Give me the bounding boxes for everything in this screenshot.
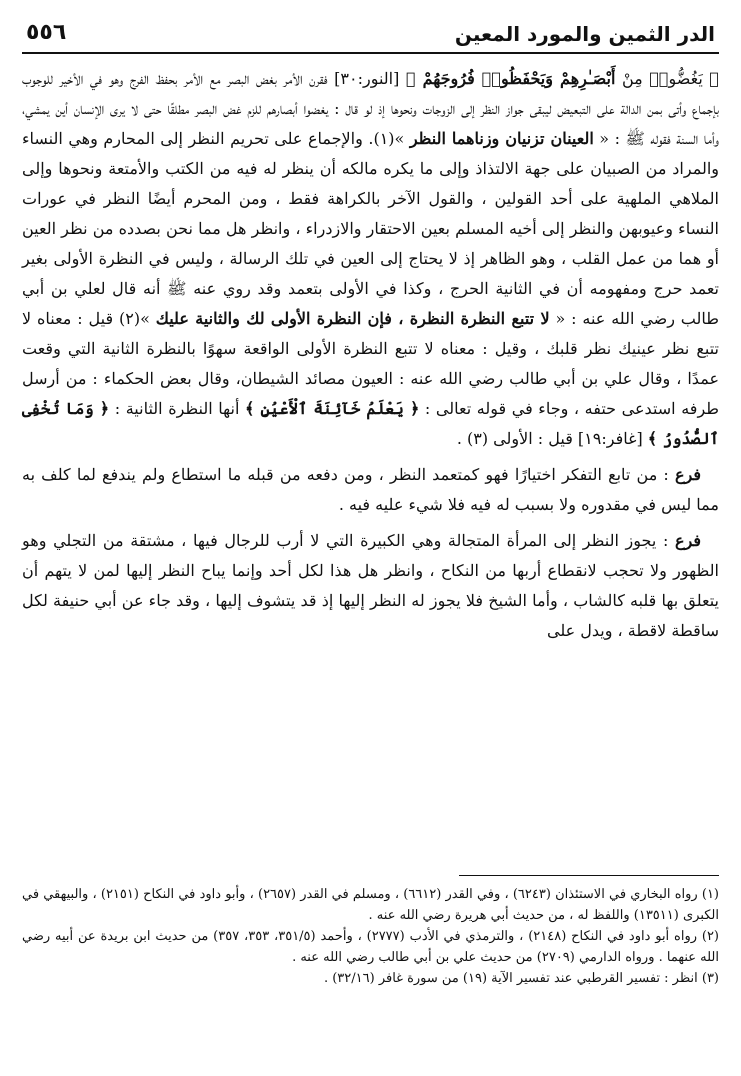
page-header <box>22 22 719 54</box>
body-text <box>22 64 719 646</box>
text-run: أنها النظرة الثانية : <box>109 399 246 418</box>
text-run: »(٢) قيل : معناه لا تتبع نظر عينيك نظر قلبك ، وقيل : معناه لا تتبع النظرة الأولى الواقعة سهوًا بالنظرة الثانية التي وقعت عمدًا ، وقال علي بن أبي طالب رضي الله عنه : العيون مصائد الشيطان، وقال بعض الحكماء : من أرسل طرفه استدعى حتفه ، وجاء في قوله تعالى : <box>22 309 720 418</box>
paragraph-far-1 <box>22 460 719 520</box>
paragraph-main <box>22 64 719 454</box>
text-run: »(١). والإجماع على تحريم النظر إلى المحارم وهي النساء والمراد من الصبيان على جهة الالتذاذ وإلى ما يكره مالكه أن ينظر له فيه من الكتب والأمتعة ونحوها وإلى الملاهي الملهية على أحد القولين ، والقول الآخر بالكراهة فقط ، ومن المحرم أيضًا النظر في عورات النساء وعيوبهن والنظر إلى أخيه المسلم بعين الاحتقار والازدراء ، وانظر هل مما نحن بصدده من نظر العين أو هما من عمل القلب ، وهو الظاهر إذ لا يحتاج إلى العين في تلك الرسالة ، وليس في النظرة الأولى بغير تعمد حرج ومفهومه أن في الثانية الحرج ، وكذا في الأولى بتعمد وقد روي عنه ﷺ أنه قال لعلي بن أبي طالب رضي الله عنه : « <box>22 129 720 328</box>
footnotes <box>22 884 719 989</box>
running-title: الدر الثمين والمورد المعين <box>454 22 715 46</box>
text-run: ﴿ يَغُضُّوا۟ مِنْ <box>615 69 720 88</box>
footnote-1: (١) رواه البخاري في الاستئذان (٦٢٤٣) ، وفي القدر (٦٦١٢) ، ومسلم في القدر (٢٦٥٧) ، وأبو داود في النكاح (٢١٥١) ، والبيهقي في الكبرى (١٣٥١١) واللفظ له ، من حديث أبي هريرة رضي الله عنه . <box>22 887 719 923</box>
bold-text: فرع <box>674 465 701 484</box>
bold-text: فرع <box>674 531 701 550</box>
footnote-divider <box>459 875 719 876</box>
bold-text: لا تتبع النظرة النظرة ، فإن النظرة الأولى لك والثانية عليك <box>155 309 550 328</box>
footnote-3: (٣) انظر : تفسير القرطبي عند تفسير الآية (١٩) من سورة غافر (٣٢/١٦) . <box>323 971 719 986</box>
text-run: : من تابع التفكر اختيارًا فهو كمتعمد النظر ، ومن دفعه من قبله ما استطاع ولم يندفع لما كلف به مما ليس في مقدوره ولا بسبب له فيه فلا شيء عليه فيه . <box>22 465 719 514</box>
paragraph-far-2 <box>22 526 719 646</box>
quran-verse: أَبْصَـٰرِهِمْ وَيَحْفَظُوا۟ فُرُوجَهُمْ ﴾ <box>405 69 616 88</box>
text-run: [غافر:١٩] قيل : الأولى (٣) . <box>456 429 648 448</box>
text-run: : يجوز النظر إلى المرأة المتجالة وهي الكبيرة التي لا أرب للرجال فيها ، مشتقة من التجلي وهو الظهور ولا تحجب لانقطاع أربها من النكاح ، وانظر هل هذا لكل أحد وإنما يباح النظر إليها لمن لا يتهم أن يتعلق بها قلبه كالشاب ، وأما الشيخ فلا يجوز له النظر إليها إذ قد يتشوف إليها ، وقد جاء عن أبي حنيفة لكل ساقطة لاقطة ، ويدل على <box>22 531 719 640</box>
bold-text: العينان تزنيان وزناهما النظر <box>409 129 594 148</box>
page-number: ٥٥٦ <box>26 20 67 45</box>
text-run: [النور:٣٠] فقرن الأمر بغض البصر مع الأمر بحفظ الفرج وهو في الأخير للوجوب بإجماع وأتى بمن الدالة على التبعيض ليبقى جواز النظر إلى الزوجات ونحوها إذ لو قال : يغضوا أبصارهم للزم غض البصر مطلقًا حتى لا يرى الإنسان أين يمشي، وأما السنة فقوله ﷺ : « <box>22 69 719 148</box>
quran-verse: ﴿ يَعْلَمُ خَآئِنَةَ ٱلْأَعْيُنِ ﴾ <box>245 399 420 418</box>
footnote-2: (٢) رواه أبو داود في النكاح (٢١٤٨) ، والترمذي في الأدب (٢٧٧٧) ، وأحمد (٣٥١/٥، ٣٥٣، ٣٥٧) من حديث ابن بريدة عن أبيه رضي الله عنهما . ورواه الدارمي (٢٧٠٩) من حديث علي بن أبي طالب رضي الله عنه . <box>22 929 719 965</box>
quran-verse: ﴿ وَمَا تُخْفِى ٱلصُّدُورُ ﴾ <box>22 399 719 448</box>
